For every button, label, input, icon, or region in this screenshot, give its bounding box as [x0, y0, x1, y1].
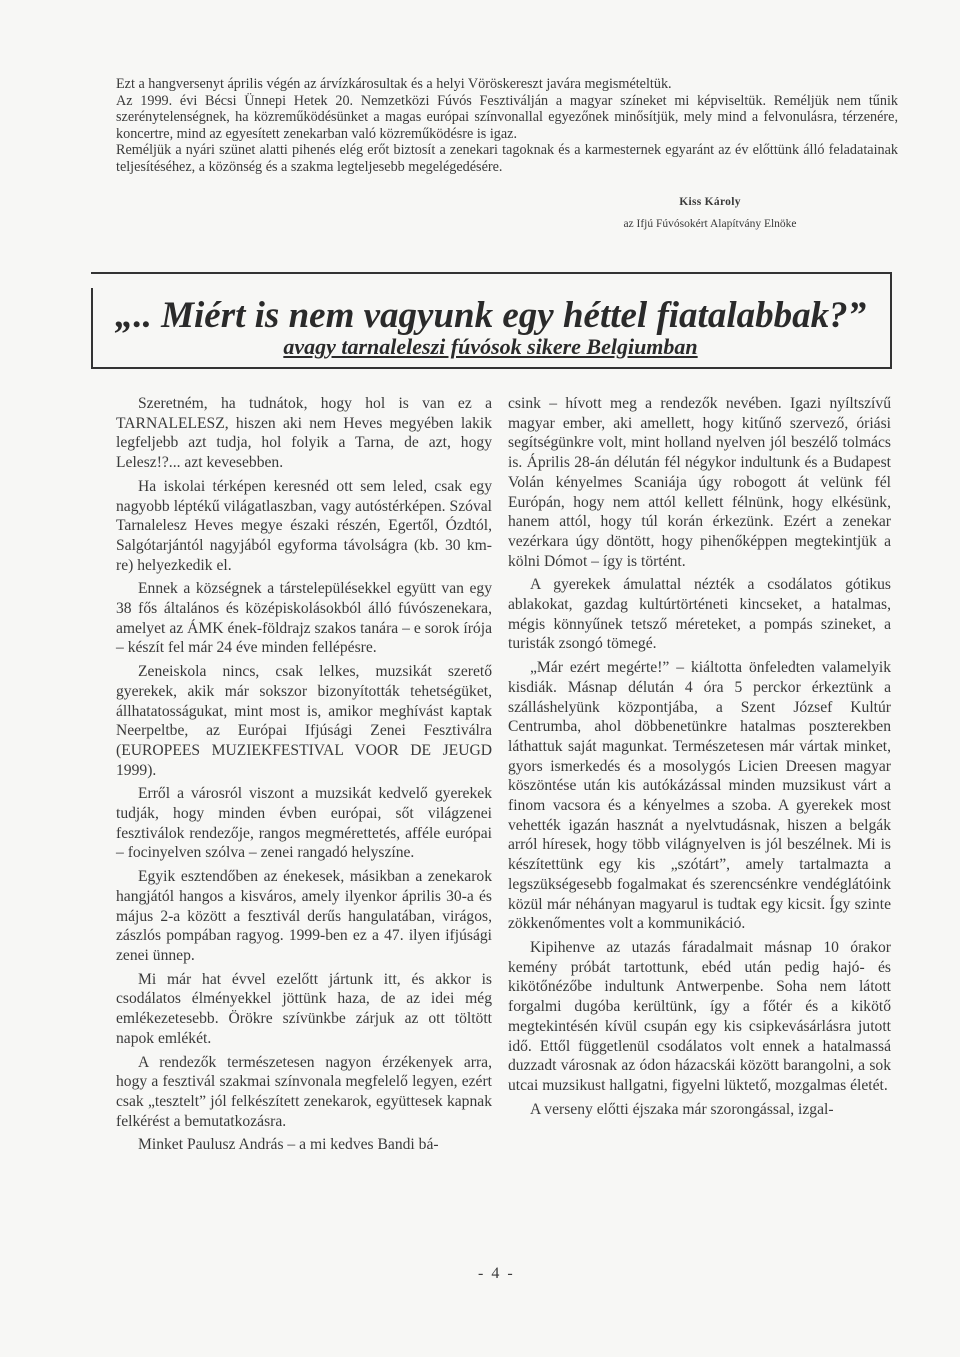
paragraph: Erről a városról viszont a muzsikát kedvelő gyerekek tudják, hogy minden évben európai, sőt világzenei fesztiválok rendezője, rangos megmérettetés, afféle európai – focinyelven szólva – zenei rangadó helyszíne. — [116, 785, 492, 862]
paragraph: csink – hívott meg a rendezők nevében. Igazi nyíltszívű magyar ember, aki amellett, hogy kitűnő szervező, óriási segítségünkre volt, mint holland nyelven jól beszélő tolmács is. Április 28-án délután fél négykor indultunk és a Budapest Volán kényelmes Scaniája úgy robogott át velünk fél Európán, hogy nem attól kellett félnünk, hogy elkésünk, hanem attól, hogy túl korán érkezünk. Ezért a zenekar vezérkara úgy döntött, hogy pihenőképpen megtekintjük a kölni Dómot – így is történt. — [508, 395, 891, 570]
page-number: - 4 - — [478, 1265, 515, 1282]
paragraph: Kipihenve az utazás fáradalmait másnap 10 órakor kemény próbát tartottunk, ebéd után pedig hajó- és kikötőnézőbe indultunk Antwerpenbe. Soha nem látott forgalmi dugóba kerültünk, így a főtér és a kikötő megtekintésén kívül csupán egy kis csipkevásárlásra jutott idő. Ettől függetlenül csodálatos volt ennek a hatalmassá duzzadt városnak az ódon házacskái között barangolni, a sok utcai muzsikust hallgatni, figyelni lüktető, mozgalmas életét. — [508, 938, 891, 1094]
intro-text — [116, 76, 898, 175]
paragraph: A gyerekek ámulattal nézték a csodálatos gótikus ablakokat, gazdag kultúrtörténeti kincseket, a hatalmas, mégis könnyűnek tetsző méreteket, a pompás szineket, a turisták zsongó tömegé. — [508, 576, 891, 653]
intro-paragraph: Az 1999. évi Bécsi Ünnepi Hetek 20. Nemzetközi Fúvós Fesztiválján a magyar színeket mi képviseltük. Reméljük nem tűnik szerénytelenségnek, ha közreműködésünket a magas európai színvonallal egyezőnek minősítjük, mely mind a felvonulásra, térzenére, koncertre, mind az egyesített zenekarban való közreműködésre is igaz. — [116, 92, 898, 142]
paragraph: „Már ezért megérte!” – kiáltotta önfeledten valamelyik kisdiák. Másnap délután 4 óra 5 perckor érkeztünk a szálláshelyünk központjába, a Szent József Kultúr Centrumba, ahol döbbenetünkre hatalmas poszterekben láthattuk saját magunkat. Természetesen már vártak minket, gyors ismerkedés és a mosolygós Licien Dreesen magyar köszöntése után kis autókázással minden muzsikust várt a finom vacsora és a kényelmes a szoba. A gyerekek most vehették igazán hasznát a nyelvtudásnak, hiszen a belgák arról híresek, hogy több világnyelven is jól beszélnek. Mi is készítettünk egy kis „szótárt”, amely tartalmazta a legszükségesebb fogalmakat és szerencsénkre vendéglátóink közül már néhányan magyarul is tudtak egy kicsit. Így szinte zökkenőmentes volt a kommunikáció. — [508, 659, 891, 933]
paragraph: Ha iskolai térképen keresnéd ott sem leled, csak egy nagyobb léptékű világatlaszban, vagy autóstérképen. Szóval Tarnalelesz Heves megye északi részén, Egertől, Ózdtól, Salgótarjántól nagyjából egyforma távolságra (kb. 30 km-re) helyezkedik el. — [116, 477, 492, 574]
left-column — [116, 394, 492, 1159]
paragraph: Egyik esztendőben az énekesek, másikban a zenekarok hangjától hangos a kisváros, amely ilyenkor április 30-a és május 2-a között a fesztivál derűs hangulatában, virágos, zászlós pompában ragyog. 1999-ben ez a 47. ilyen ifjúsági zenei ünnep. — [116, 868, 492, 964]
paragraph: A rendezők természetesen nagyon érzékenyek arra, hogy a fesztivál szakmai színvonala megfelelő legyen, ezért csak „tesztelt” jól felkészített zenekarok, együttesek kapnak felkérést a bemutatkozásra. — [116, 1053, 492, 1130]
signature-name: Kiss Károly — [679, 196, 741, 208]
right-column — [508, 394, 891, 1123]
paragraph: A verseny előtti éjszaka már szorongással, izgal- — [530, 1100, 834, 1118]
article-title-box — [91, 272, 892, 369]
paragraph: Zeneiskola nincs, csak lelkes, muzsikát szerető gyerekek, akik már sokszor bizonyították tehetségüket, állhatatosságukat, mint most is, amikor meghívást kaptak Neerpeltbe, az Európai Ifjúsági Zenei Fesztiválra (EUROPEES MUZIEKFESTIVAL VOOR DE JEUGD 1999). — [116, 663, 492, 779]
intro-paragraph: Reméljük a nyári szünet alatti pihenés elég erőt biztosít a zenekari tagoknak és a karmesternek egyaránt az év előttünk álló feladatainak teljesítéséhez, a közönség és a szakma legteljesebb megelégedésére. — [116, 142, 898, 175]
article-title: „.. Miért is nem vagyunk egy héttel fiatalabbak?” — [114, 295, 867, 336]
paragraph: Mi már hat évvel ezelőtt jártunk itt, és akkor is csodálatos élményekkel jöttünk haza, de az idei még emlékezetesebb. Örökre szívünkbe zárjuk az ott töltött napok emlékét. — [116, 970, 492, 1047]
article-subtitle: avagy tarnaleleszi fúvósok sikere Belgiumban — [283, 334, 698, 359]
intro-paragraph: Ezt a hangversenyt április végén az árvízkárosultak és a helyi Vöröskereszt javára megismételtük. — [116, 76, 672, 92]
paragraph: Minket Paulusz András – a mi kedves Bandi bá- — [138, 1136, 439, 1154]
signature-role: az Ifjú Fúvósokért Alapítvány Elnöke — [623, 218, 797, 230]
paragraph: Szeretném, ha tudnátok, hogy hol is van ez a TARNALELESZ, hiszen aki nem Heves megyében lakik legfeljebb azt tudja, hol folyik a Tarna, de azt, hogy Lelesz!?... azt kevesebben. — [116, 395, 492, 472]
paragraph: Ennek a községnek a társtelepülésekkel együtt van egy 38 fős általános és középiskolásokból álló fúvószenekara, amelyet az ÁMK ének-földrajz szakos tanára – e sorok írója – készít fel már 24 éve minden fellépésre. — [116, 580, 492, 657]
signature — [540, 195, 880, 231]
